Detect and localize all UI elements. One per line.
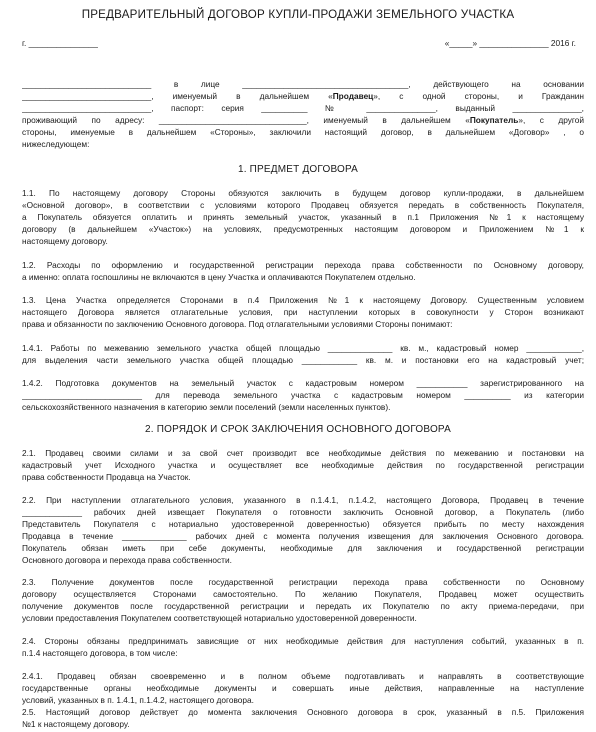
clause-1-2-line: 1.2. Расходы по оформлению и государственной регистрации перехода права собственности по Основному договору,	[22, 260, 584, 270]
clause-1-1-line: настоящему договору.	[22, 236, 108, 246]
clause-2-4-line: п.1.4 настоящего договора, в том числе:	[22, 648, 178, 658]
parties-line-4: проживающий по адресу: ________________________________, именуемый в дальнейшем «Покупатель», с другой	[22, 115, 584, 125]
parties-line-3: ____________________________, паспорт: серия __________ № _______________, выданный _______________,	[22, 103, 584, 113]
clause-2-2-line: Покупатель обязан иметь при себе документы, необходимые для заключения и государственной регистрации	[22, 543, 584, 553]
clause-2-2-line: Представитель Покупателя с нотариально удостоверенной доверенностью) обязуется прибыть по месту нахождения	[22, 519, 584, 529]
date-field: «_____» _______________ 2016 г.	[444, 38, 576, 48]
clause-2-3-line: договору осуществляется Сторонами самостоятельно. По желанию Покупателя, Продавец может осуществить	[22, 589, 584, 599]
clause-1-3-line: права и обязанности по заключению Основного договора. Под отлагательными условиями Стороны понимают:	[22, 319, 453, 329]
clause-1-3-line: настоящего Договора является отлагательные условия, при наступлении которых в совокупности у Сторон возникают	[22, 307, 584, 317]
clause-1-1-line: «Основной договор», в соответствии с условиями которого Продавец обязуется передать в собственность Покупателя,	[22, 200, 584, 210]
parties-line-2: ____________________________, именуемый в дальнейшем «Продавец», с одной стороны, и Гражданин	[22, 91, 584, 101]
clause-1-4-2-line: __________________________ для перевода земельного участка с кадастровым номером __________ из категории	[22, 390, 584, 400]
clause-2-1-line: права собственности Продавца на Участок.	[22, 472, 191, 482]
clause-2-4-1-line: государственные органы необходимые документы и совершать иные действия, направленные на наступление	[22, 683, 584, 693]
clause-2-3-line: 2.3. Получение документов после государственной регистрации перехода права собственности по Основному	[22, 577, 584, 587]
clause-2-2-line: 2.2. При наступлении отлагательного условия, указанного в п.1.4.1, п.1.4.2, настоящего Договора, Продавец в течение	[22, 495, 584, 505]
city-field: г. _______________	[22, 38, 98, 48]
clause-2-1-line: 2.1. Продавец своими силами и за свой счет производит все необходимые действия по межеванию и постановки на	[22, 448, 584, 458]
clause-2-5-line: №1 к настоящему договору.	[22, 719, 130, 729]
clause-1-1-line: договору (в дальнейшем «Участок») на условиях, предусмотренных настоящим договором и Приложением №1 к	[22, 224, 584, 234]
clause-2-5-line: 2.5. Настоящий договор действует до момента заключения Основного договора в срок, указанный в п.5. Приложения	[22, 707, 584, 717]
clause-2-1-line: кадастровый учет Исходного участка и осуществляет все необходимые действия по государственной регистрации	[22, 460, 584, 470]
clause-2-3-line: условии предоставления Покупателем соответствующей нотариально удостоверенной доверенности.	[22, 613, 417, 623]
clause-1-4-1-line: 1.4.1. Работы по межеванию земельного участка общей площадью ______________ кв. м., кадастровый номер ____________,	[22, 343, 584, 353]
buyer-term: Покупатель	[469, 115, 519, 125]
clause-2-3-line: получение документов после государственной регистрации и передать их Покупателю по акту приема-передачи, при	[22, 601, 584, 611]
parties-line-5: стороны, именуемые в дальнейшем «Стороны», заключили настоящий договор, в дальнейшем «Договор» , о	[22, 127, 584, 137]
clause-1-1-line: 1.1. По настоящему договору Стороны обязуются заключить в будущем договор купли-продажи, в дальнейшем	[22, 188, 584, 198]
clause-2-2-line: Основного договора и перехода права собственности.	[22, 555, 232, 565]
clause-2-4-1-line: 2.4.1. Продавец обязан своевременно и в полном объеме подготавливать и направлять в соответствующие	[22, 671, 584, 681]
clause-2-4-line: 2.4. Стороны обязаны предпринимать зависящие от них необходимые действия для наступления событий, указанных в п.	[22, 636, 584, 646]
clause-1-4-2-line: 1.4.2. Подготовка документов на земельный участок с кадастровым номером ___________ зарегистрированного на	[22, 378, 584, 388]
section-2-heading: 2. ПОРЯДОК И СРОК ЗАКЛЮЧЕНИЯ ОСНОВНОГО ДОГОВОРА	[145, 424, 451, 435]
section-1-heading: 1. ПРЕДМЕТ ДОГОВОРА	[237, 164, 359, 175]
document-title: ПРЕДВАРИТЕЛЬНЫЙ ДОГОВОР КУПЛИ-ПРОДАЖИ ЗЕМЕЛЬНОГО УЧАСТКА	[81, 8, 515, 21]
parties-line-1: ____________________________ в лице ____________________________________, действующего на основании	[22, 79, 584, 89]
clause-2-2-line: Продавца в течение ______________ рабочих дней с момента получения извещения для заключения Основного договора.	[22, 531, 584, 541]
clause-2-4-1-line: условий, указанных в п. 1.4.1, п.1.4.2, настоящего договора.	[22, 695, 254, 705]
clause-2-2-line: _____________ рабочих дней извещает Покупателя о готовности заключить Основной договор, а Покупатель (либо	[22, 507, 584, 517]
clause-1-3-line: 1.3. Цена Участка определяется Сторонами в п.4 Приложения №1 к настоящему Договору. Существенным условием	[22, 295, 584, 305]
clause-1-4-2-line: сельскохозяйственного назначения в категорию земли поселений (земли населенных пунктов).	[22, 402, 391, 412]
seller-term: Продавец	[332, 91, 374, 101]
parties-line-6: нижеследующем:	[22, 139, 90, 149]
clause-1-2-line: а именно: оплата госпошлины не включаются в цену Участка и оплачиваются Покупателем отдельно.	[22, 272, 416, 282]
clause-1-4-1-line: для выделения части земельного участка общей площадью ____________ кв. м. и постановки его на кадастровый учет;	[22, 355, 584, 365]
clause-1-1-line: а Покупатель обязуется оплатить и принять земельный участок, указанный в п.1 Приложения №1 к настоящему	[22, 212, 584, 222]
